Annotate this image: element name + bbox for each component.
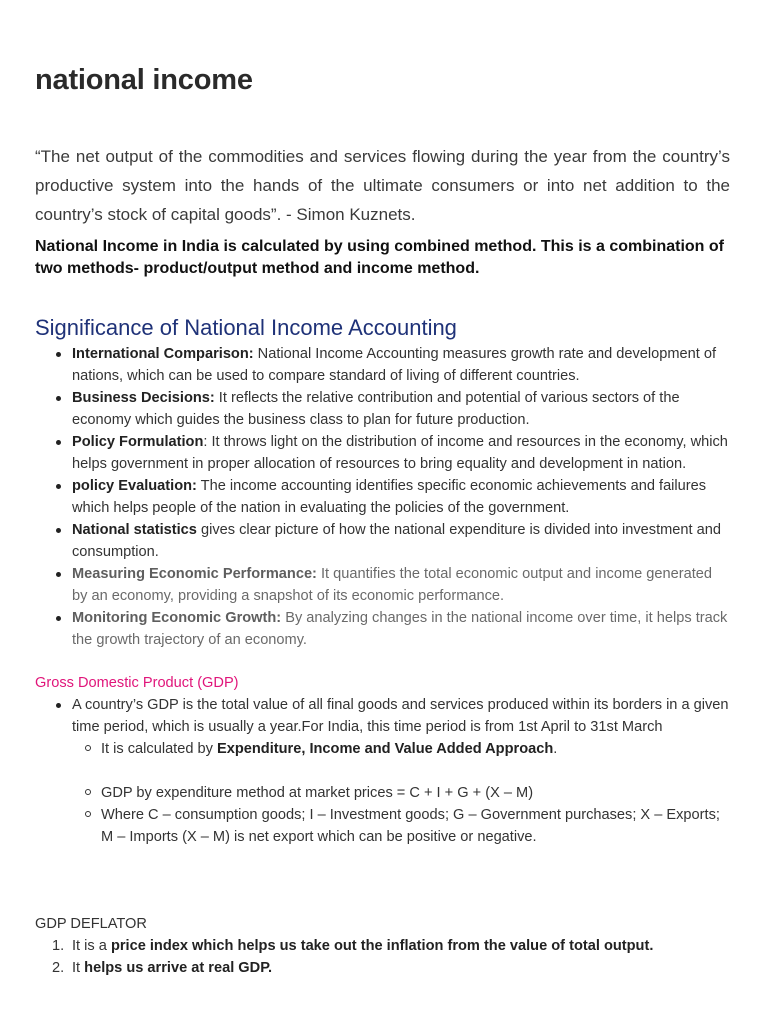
deflator-heading: GDP DEFLATOR [35,916,147,932]
item-term: National statistics [72,522,197,538]
item-text: gives clear picture of how the national expenditure is divided into investment and consumption. [72,522,721,560]
list-item [72,607,730,651]
list-item [72,343,730,387]
item-text: By analyzing changes in the national income over time, it helps track the growth trajectory of an economy. [72,610,728,648]
list-item [72,563,730,607]
item-text: The income accounting identifies specific economic achievements and failures which helps people of the nation in evaluating the policies of the government. [72,478,707,516]
list-item [101,782,730,804]
gdp-definition: A country’s GDP is the total value of all final goods and services produced within its borders in a given time period, which is usually a year.For India, this time period is from 1st April to 31st March [72,697,729,735]
item-term: Policy Formulation [72,434,204,450]
gdp-sublist [72,738,730,848]
list-item [52,957,730,979]
gdp-formula: GDP by expenditure method at market prices = C + I + G + (X – M) [101,785,534,801]
list-item [72,431,730,475]
item-text: It quantifies the total economic output and income generated by an economy, providing a snapshot of its economic performance. [72,566,713,604]
item-bold: price index which helps us take out the inflation from the value of total output. [110,938,654,954]
list-item [72,694,730,848]
page-title: national income [35,64,253,96]
item-term: policy Evaluation: [72,478,197,494]
list-number: 1. [52,938,65,954]
calc-prefix: It is calculated by [101,741,217,757]
item-prefix: It [72,960,85,976]
item-term: International Comparison: [72,346,254,362]
item-term: Monitoring Economic Growth: [72,610,282,626]
list-item [101,804,730,848]
list-number: 2. [52,960,65,976]
item-term: Measuring Economic Performance: [72,566,317,582]
list-item [52,935,730,957]
gdp-heading: Gross Domestic Product (GDP) [35,675,239,691]
calc-suffix: . [553,741,558,757]
gdp-list [35,694,730,848]
item-term: Business Decisions: [72,390,215,406]
significance-heading: Significance of National Income Accounting [35,315,457,340]
deflator-list [35,935,730,979]
item-text: It reflects the relative contribution and potential of various sectors of the economy which guides the business class to plan for future production. [72,390,680,428]
list-item [72,475,730,519]
list-item [72,387,730,431]
list-item [101,738,730,760]
gdp-formula-legend: Where C – consumption goods; I – Investment goods; G – Government purchases; X – Exports; M – Imports (X – M) is net export which can be positive or negative. [101,807,720,845]
kuznets-quote: “The net output of the commodities and services flowing during the year from the country’s productive system into the hands of the ultimate consumers or into net addition to the country’s stock of capital goods”. - Simon Kuznets. [35,147,730,224]
list-item [72,519,730,563]
item-text: : It throws light on the distribution of income and resources in the economy, which helps government in proper allocation of resources to bring equality and development in nation. [72,434,728,472]
calculation-method-note: National Income in India is calculated by using combined method. This is a combination of two methods- product/output method and income method. [35,238,724,277]
calc-approach: Expenditure, Income and Value Added Approach [217,741,554,757]
item-bold: helps us arrive at real GDP. [84,960,273,976]
item-prefix: It is a [72,938,111,954]
significance-list [35,343,730,651]
item-text: National Income Accounting measures growth rate and development of nations, which can be used to compare standard of living of different countries. [72,346,717,384]
